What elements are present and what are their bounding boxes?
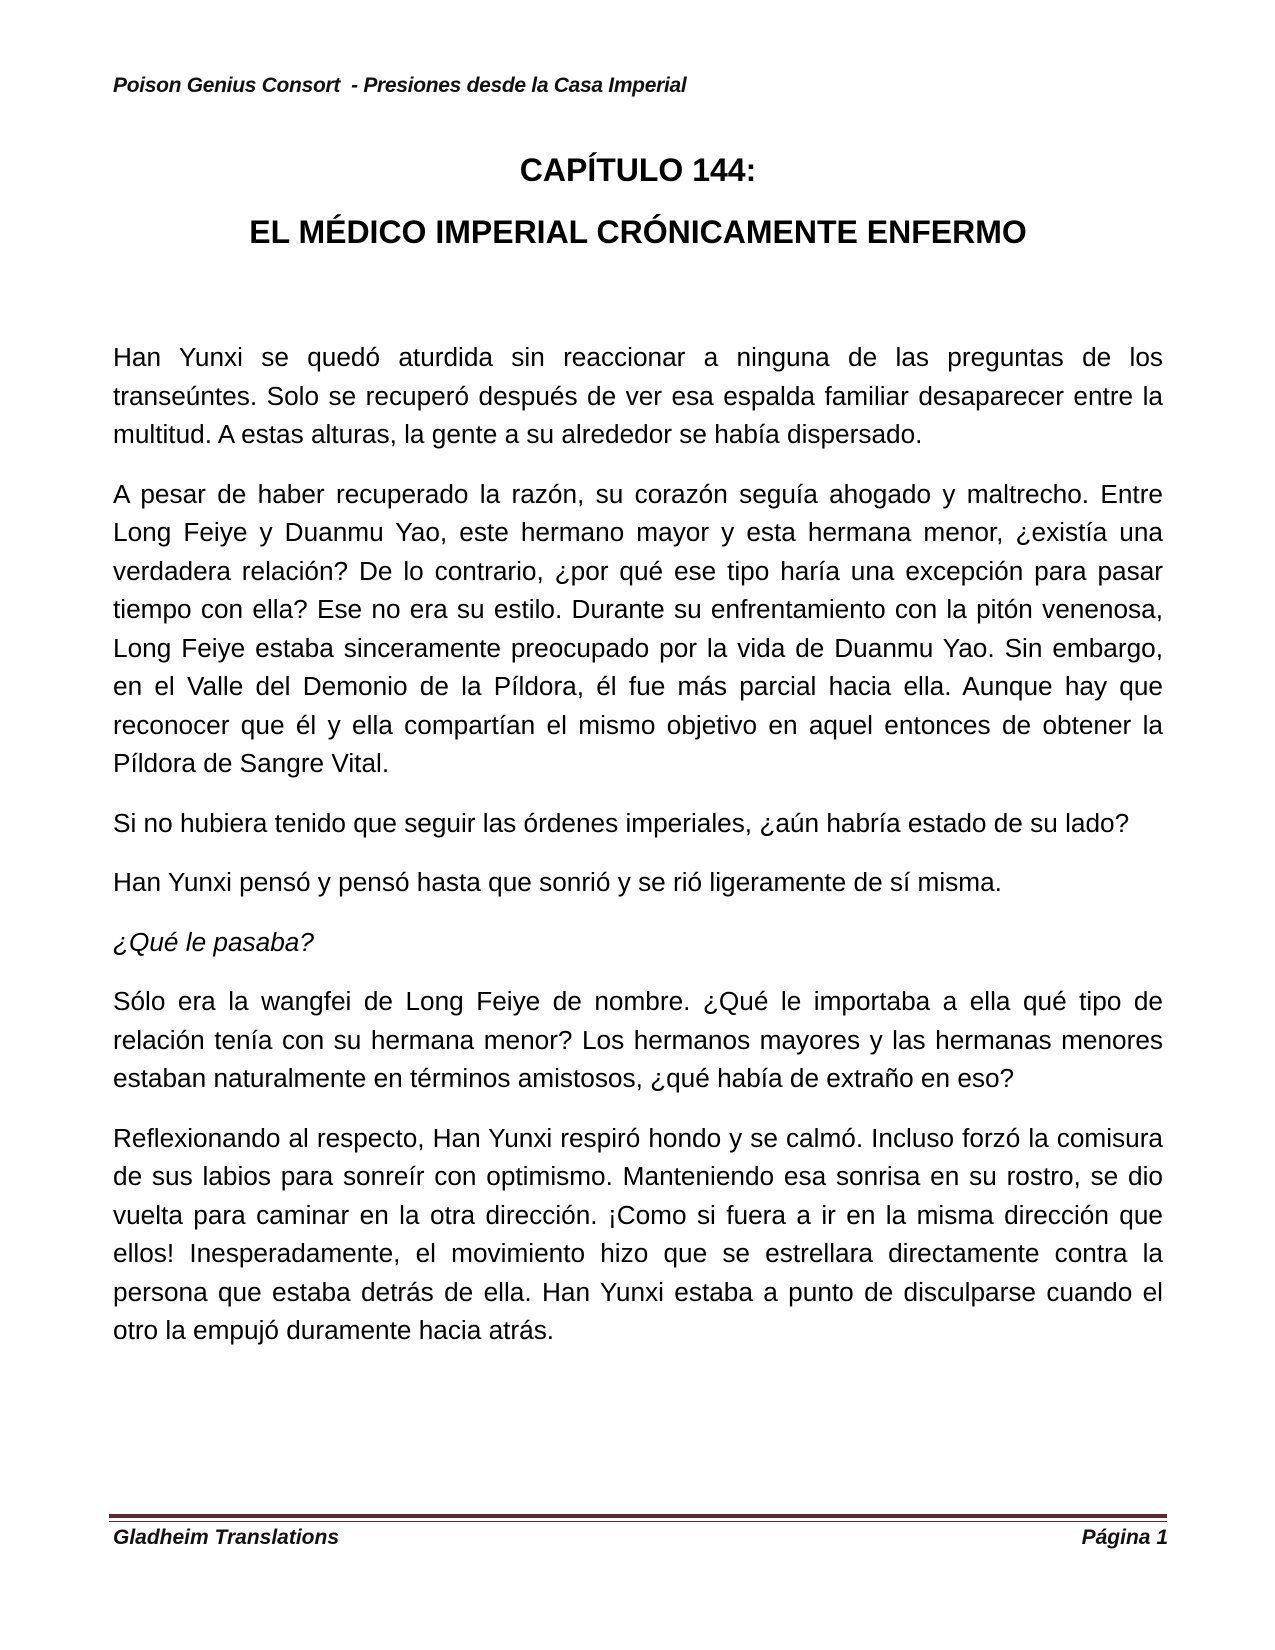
running-header: Poison Genius Consort - Presiones desde la Casa Imperial: [113, 74, 687, 97]
paragraph-4: Han Yunxi pensó y pensó hasta que sonrió y se rió ligeramente de sí misma.: [113, 867, 1002, 897]
paragraph-7: Reflexionando al respecto, Han Yunxi respiró hondo y se calmó. Incluso forzó la comisura de sus labios para sonreír con optimismo. Manteniendo esa sonrisa en su rostro, se dio vuelta para caminar en la otra dirección. ¡Como si fuera a ir en la misma dirección que ellos! Inesperadamente, el movimiento hizo que se estrellara directamente contra la persona que estaba detrás de ella. Han Yunxi estaba a punto de disculparse cuando el otro la empujó duramente hacia atrás.: [113, 1122, 1163, 1345]
paragraph-5-italic: ¿Qué le pasaba?: [113, 926, 314, 957]
footer-divider-thick: [109, 1514, 1167, 1518]
paragraph-1: Han Yunxi se quedó aturdida sin reaccionar a ninguna de las preguntas de los transeúntes. Solo se recuperó después de ver esa espalda familiar desaparecer entre la multitud. A estas alturas, la gente a su alrededor se había dispersado.: [113, 342, 1163, 449]
chapter-title: EL MÉDICO IMPERIAL CRÓNICAMENTE ENFERMO: [249, 214, 1027, 250]
footer-divider-thin: [109, 1521, 1167, 1522]
footer-publisher: Gladheim Translations: [113, 1526, 340, 1549]
paragraph-2: A pesar de haber recuperado la razón, su corazón seguía ahogado y maltrecho. Entre Long Feiye y Duanmu Yao, este hermano mayor y esta hermana menor, ¿existía una verdadera relación? De lo contrario, ¿por qué ese tipo haría una excepción para pasar tiempo con ella? Ese no era su estilo. Durante su enfrentamiento con la pitón venenosa, Long Feiye estaba sinceramente preocupado por la vida de Duanmu Yao. Sin embargo, en el Valle del Demonio de la Píldora, él fue más parcial hacia ella. Aunque hay que reconocer que él y ella compartían el mismo objetivo en aquel entonces de obtener la Píldora de Sangre Vital.: [113, 478, 1163, 778]
chapter-body: [113, 338, 1163, 1371]
chapter-number: CAPÍTULO 144:: [519, 152, 757, 188]
footer-page-number: Página 1: [1081, 1526, 1168, 1549]
paragraph-6: Sólo era la wangfei de Long Feiye de nombre. ¿Qué le importaba a ella qué tipo de relación tenía con su hermana menor? Los hermanos mayores y las hermanas menores estaban naturalmente en términos amistosos, ¿qué había de extraño en eso?: [113, 986, 1163, 1093]
paragraph-3: Si no hubiera tenido que seguir las órdenes imperiales, ¿aún habría estado de su lado?: [113, 807, 1130, 838]
